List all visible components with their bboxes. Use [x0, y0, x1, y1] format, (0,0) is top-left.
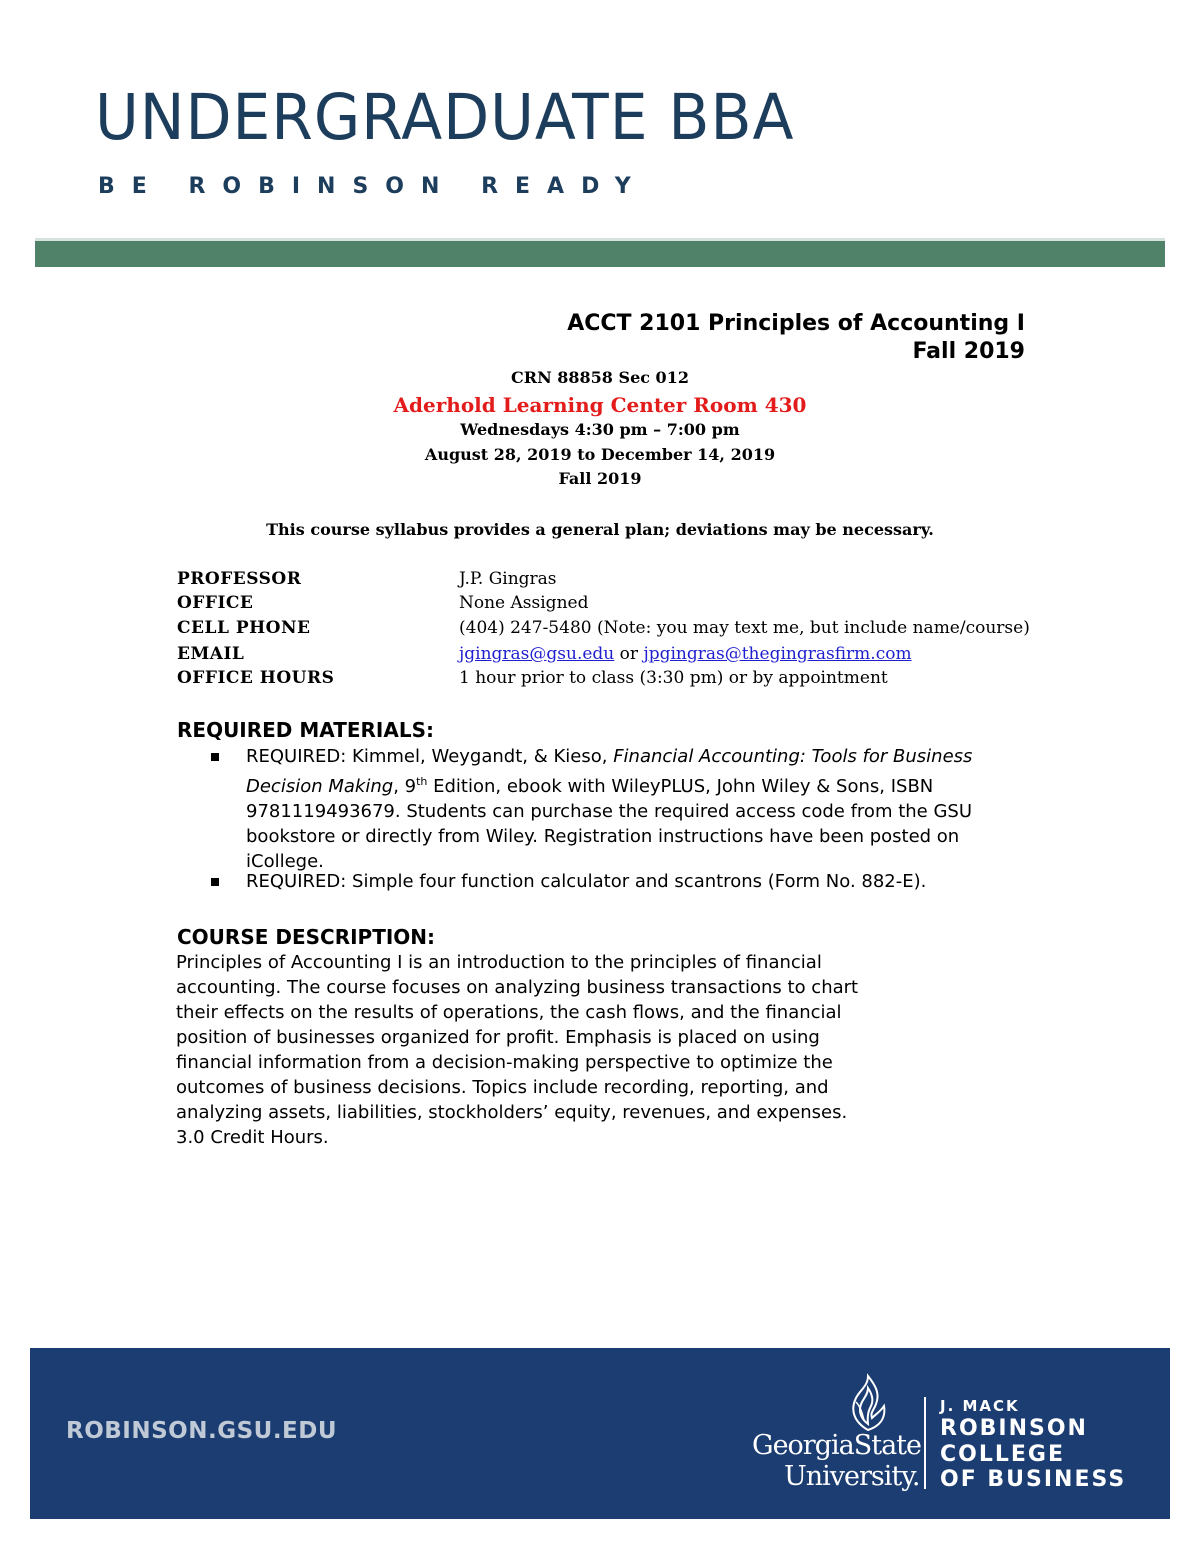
book-title-part1: Financial Accounting: Tools for Business	[613, 746, 973, 767]
email-link-gsu[interactable]: jgingras@gsu.edu	[459, 644, 615, 664]
syllabus-disclaimer: This course syllabus provides a general plan; deviations may be necessary.	[266, 520, 934, 539]
email-separator: or	[614, 644, 644, 664]
course-title-block	[400, 310, 1025, 366]
description-line: Principles of Accounting I is an introduction to the principles of financial	[176, 952, 822, 973]
course-title: ACCT 2101 Principles of Accounting I	[567, 311, 1025, 336]
description-line: their effects on the results of operations, the cash flows, and the financial	[176, 1002, 842, 1023]
phone-label: CELL PHONE	[177, 618, 311, 638]
materials-item1-prefix: REQUIRED: Kimmel, Weygandt, & Kieso,	[246, 746, 614, 767]
edition-superscript: th	[416, 775, 428, 788]
course-crn: CRN 88858 Sec 012	[511, 368, 689, 387]
header-title: UNDERGRADUATE BBA	[95, 81, 795, 154]
college-line-2: ROBINSON	[940, 1416, 1088, 1441]
gsu-wordmark-line1: GeorgiaState	[752, 1430, 921, 1461]
phone-value: (404) 247-5480 (Note: you may text me, but include name/course)	[459, 618, 1030, 638]
description-line: analyzing assets, liabilities, stockholders’ equity, revenues, and expenses.	[176, 1102, 848, 1123]
materials-item1-line4: bookstore or directly from Wiley. Registration instructions have been posted on	[246, 826, 960, 847]
book-title-part2: Decision Making	[246, 776, 394, 797]
materials-item-2	[246, 869, 926, 894]
professor-value: J.P. Gingras	[459, 569, 557, 589]
course-term: Fall 2019	[912, 339, 1025, 364]
email-label: EMAIL	[177, 644, 245, 664]
gsu-flame-logo-icon	[846, 1372, 890, 1432]
bullet-icon	[211, 753, 219, 761]
header-bar	[35, 238, 1165, 267]
description-line: 3.0 Credit Hours.	[176, 1127, 329, 1148]
materials-item2-text: REQUIRED: Simple four function calculator and scantrons (Form No. 882-E).	[246, 871, 927, 892]
college-line-3: COLLEGE	[940, 1442, 1065, 1467]
description-line: position of businesses organized for profit. Emphasis is placed on using	[176, 1027, 820, 1048]
college-line-4: OF BUSINESS	[940, 1467, 1127, 1492]
footer-url: ROBINSON.GSU.EDU	[66, 1418, 338, 1444]
materials-item1-line5: iCollege.	[246, 851, 324, 872]
office-hours-value: 1 hour prior to class (3:30 pm) or by appointment	[459, 668, 888, 688]
course-schedule: Wednesdays 4:30 pm – 7:00 pm	[460, 420, 740, 439]
course-term-repeat: Fall 2019	[558, 469, 642, 488]
college-line-1: J. MACK	[940, 1397, 1020, 1415]
office-hours-label: OFFICE HOURS	[177, 668, 335, 688]
gsu-wordmark-line2: University.	[784, 1461, 920, 1492]
materials-item-1	[246, 744, 972, 874]
email-link-firm[interactable]: jpgingras@thegingrasfirm.com	[643, 644, 912, 664]
description-line: accounting. The course focuses on analyzing business transactions to chart	[176, 977, 859, 998]
edition-prefix: , 9	[393, 776, 417, 797]
edition-suffix: Edition, ebook with WileyPLUS, John Wiley & Sons, ISBN	[427, 776, 934, 797]
office-value: None Assigned	[459, 593, 589, 613]
description-heading: COURSE DESCRIPTION:	[177, 925, 436, 949]
description-body	[176, 950, 858, 1150]
footer-divider	[924, 1397, 926, 1489]
description-line: financial information from a decision-making perspective to optimize the	[176, 1052, 833, 1073]
bullet-icon	[211, 878, 219, 886]
header-bar-highlight	[35, 238, 1165, 241]
description-line: outcomes of business decisions. Topics include recording, reporting, and	[176, 1077, 829, 1098]
email-value	[459, 644, 912, 664]
course-dates: August 28, 2019 to December 14, 2019	[424, 445, 776, 464]
professor-label: PROFESSOR	[177, 569, 302, 589]
header-tagline: BE ROBINSON READY	[98, 174, 648, 199]
office-label: OFFICE	[177, 593, 254, 613]
materials-item1-line3: 9781119493679. Students can purchase the required access code from the GSU	[246, 801, 973, 822]
course-room: Aderhold Learning Center Room 430	[393, 393, 807, 417]
materials-heading: REQUIRED MATERIALS:	[177, 718, 434, 742]
